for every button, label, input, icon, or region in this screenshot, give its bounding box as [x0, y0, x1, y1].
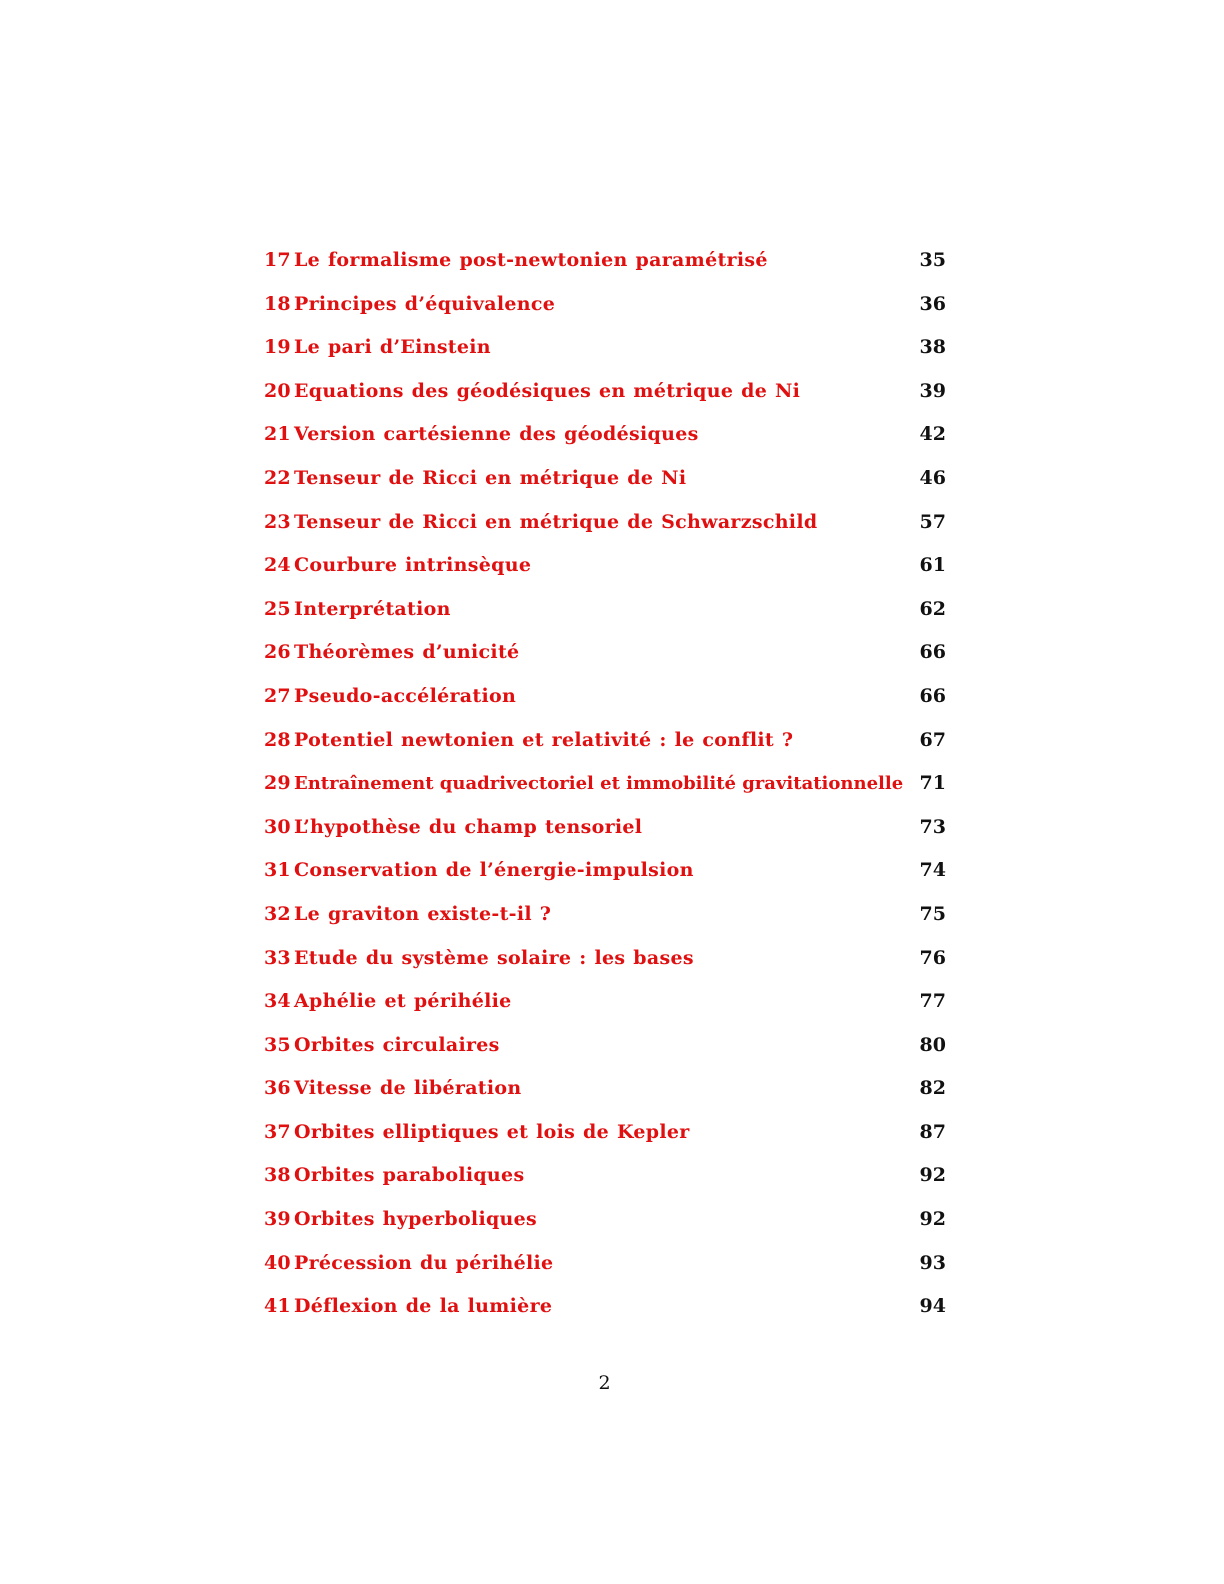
toc-section-title: Le formalisme post-newtonien paramétrisé: [294, 249, 768, 271]
toc-link[interactable]: [264, 290, 906, 318]
toc-entry: [264, 1118, 946, 1162]
toc-section-title: Le pari d’Einstein: [294, 336, 491, 359]
toc-entry: [264, 551, 946, 595]
toc-link[interactable]: [264, 420, 906, 448]
toc-entry: [264, 682, 946, 726]
toc-section-number: 39: [264, 1208, 291, 1231]
toc-page-number: 36: [919, 292, 946, 315]
toc-section-title: Entraînement quadrivectoriel et immobilité gravitationnelle: [294, 773, 904, 795]
toc-section-title: Version cartésienne des géodésiques: [294, 423, 699, 446]
toc-section-number: 28: [264, 728, 291, 751]
toc-page-number: 92: [919, 1164, 946, 1187]
toc-page-number: 92: [919, 1208, 946, 1231]
toc-entry: [264, 813, 946, 857]
toc-entry: [264, 1074, 946, 1118]
toc-section-title: Courbure intrinsèque: [294, 554, 532, 577]
toc-page-number: 38: [919, 336, 946, 359]
toc-section-title: Orbites elliptiques et lois de Kepler: [294, 1120, 690, 1143]
toc-page-number: 57: [919, 510, 946, 533]
toc-section-title: Orbites circulaires: [294, 1033, 500, 1056]
toc-link[interactable]: [264, 1161, 906, 1189]
toc-section-number: 17: [264, 249, 291, 271]
toc-section-number: 25: [264, 597, 291, 620]
toc-section-title: Equations des géodésiques en métrique de Ni: [294, 379, 801, 402]
toc-page-number: 73: [919, 815, 946, 838]
toc-section-title: Principes d’équivalence: [294, 292, 556, 315]
toc-link[interactable]: [264, 595, 906, 623]
toc-page-number: 82: [919, 1077, 946, 1100]
toc-page-number: 67: [919, 728, 946, 751]
toc-entry: [264, 508, 946, 552]
toc-section-title: Vitesse de libération: [294, 1077, 522, 1100]
toc-section-number: 33: [264, 946, 291, 969]
toc-link[interactable]: [264, 1074, 906, 1102]
toc-section-number: 41: [264, 1295, 291, 1318]
toc-link[interactable]: [264, 551, 906, 579]
toc-entry: [264, 987, 946, 1031]
toc-entry: [264, 1292, 946, 1336]
toc-entry: [264, 290, 946, 334]
toc-section-title: Aphélie et périhélie: [294, 990, 512, 1013]
toc-link[interactable]: [264, 1118, 906, 1146]
toc-link[interactable]: [264, 464, 906, 492]
toc-link[interactable]: [264, 987, 906, 1015]
toc-section-title: Interprétation: [294, 597, 451, 620]
toc-page-number: 74: [919, 859, 946, 882]
toc-section-title: Précession du périhélie: [294, 1251, 554, 1274]
toc-section-title: Orbites paraboliques: [294, 1164, 525, 1187]
toc-section-number: 30: [264, 815, 291, 838]
toc-entry: [264, 900, 946, 944]
toc-link[interactable]: [264, 333, 906, 361]
toc-section-number: 23: [264, 510, 291, 533]
toc-section-title: Orbites hyperboliques: [294, 1208, 538, 1231]
toc-section-number: 36: [264, 1077, 291, 1100]
toc-entry: [264, 769, 946, 813]
toc-section-number: 26: [264, 641, 291, 664]
toc-section-number: 22: [264, 466, 291, 489]
toc-page-number: 87: [919, 1120, 946, 1143]
toc-entry: [264, 1031, 946, 1075]
table-of-contents: [264, 246, 946, 1336]
toc-section-title: Déflexion de la lumière: [294, 1295, 553, 1318]
toc-link[interactable]: [264, 769, 906, 798]
toc-section-title: Pseudo-accélération: [294, 684, 517, 707]
toc-link[interactable]: [264, 813, 906, 841]
toc-section-title: Théorèmes d’unicité: [294, 641, 520, 664]
toc-link[interactable]: [264, 1249, 906, 1277]
toc-page-number: 66: [919, 684, 946, 707]
toc-page-number: 66: [919, 641, 946, 664]
toc-entry: [264, 856, 946, 900]
toc-page-number: 80: [919, 1033, 946, 1056]
toc-entry: [264, 377, 946, 421]
toc-page-number: 62: [919, 597, 946, 620]
toc-entry: [264, 944, 946, 988]
toc-entry: [264, 420, 946, 464]
toc-section-number: 38: [264, 1164, 291, 1187]
toc-section-number: 37: [264, 1120, 291, 1143]
toc-section-number: 27: [264, 684, 291, 707]
toc-page-number: 71: [919, 772, 946, 795]
toc-entry: [264, 595, 946, 639]
toc-section-number: 24: [264, 554, 291, 577]
toc-page-number: 35: [919, 249, 946, 271]
toc-section-title: Potentiel newtonien et relativité : le conflit ?: [294, 728, 794, 751]
toc-entry: [264, 246, 946, 290]
toc-section-title: Tenseur de Ricci en métrique de Ni: [294, 466, 687, 489]
toc-page-number: 61: [919, 554, 946, 577]
toc-entry: [264, 1161, 946, 1205]
toc-page-number: 94: [919, 1295, 946, 1318]
toc-section-title: L’hypothèse du champ tensoriel: [294, 815, 643, 838]
toc-link[interactable]: [264, 1031, 906, 1059]
toc-link[interactable]: [264, 944, 906, 972]
toc-entry: [264, 1249, 946, 1293]
toc-section-number: 29: [264, 772, 291, 795]
toc-entry: [264, 464, 946, 508]
toc-section-number: 19: [264, 336, 291, 359]
page-footer-number: 2: [598, 1372, 611, 1394]
toc-link[interactable]: [264, 638, 906, 666]
toc-section-title: Conservation de l’énergie-impulsion: [294, 859, 694, 882]
toc-link[interactable]: [264, 1292, 906, 1320]
toc-section-title: Etude du système solaire : les bases: [294, 946, 694, 969]
toc-section-number: 32: [264, 902, 291, 925]
toc-section-number: 40: [264, 1251, 291, 1274]
toc-page-number: 75: [919, 902, 946, 925]
toc-section-number: 35: [264, 1033, 291, 1056]
toc-link[interactable]: [264, 508, 906, 536]
toc-page-number: 42: [919, 423, 946, 446]
toc-entry: [264, 1205, 946, 1249]
toc-link[interactable]: [264, 856, 906, 884]
toc-link[interactable]: [264, 900, 906, 928]
toc-link[interactable]: [264, 377, 906, 405]
toc-section-title: Tenseur de Ricci en métrique de Schwarzschild: [294, 510, 818, 533]
toc-entry: [264, 726, 946, 770]
toc-link[interactable]: [264, 1205, 906, 1233]
toc-entry: [264, 333, 946, 377]
toc-section-title: Le graviton existe-t-il ?: [294, 902, 552, 925]
toc-section-number: 31: [264, 859, 291, 882]
toc-page-number: 46: [919, 466, 946, 489]
toc-page-number: 77: [919, 990, 946, 1013]
toc-section-number: 34: [264, 990, 291, 1013]
toc-link[interactable]: [264, 726, 906, 754]
toc-section-number: 21: [264, 423, 291, 446]
toc-link[interactable]: [264, 682, 906, 710]
toc-link[interactable]: [264, 246, 906, 274]
toc-page-number: 39: [919, 379, 946, 402]
toc-section-number: 18: [264, 292, 291, 315]
toc-page-number: 76: [919, 946, 946, 969]
toc-section-number: 20: [264, 379, 291, 402]
toc-entry: [264, 638, 946, 682]
toc-page-number: 93: [919, 1251, 946, 1274]
